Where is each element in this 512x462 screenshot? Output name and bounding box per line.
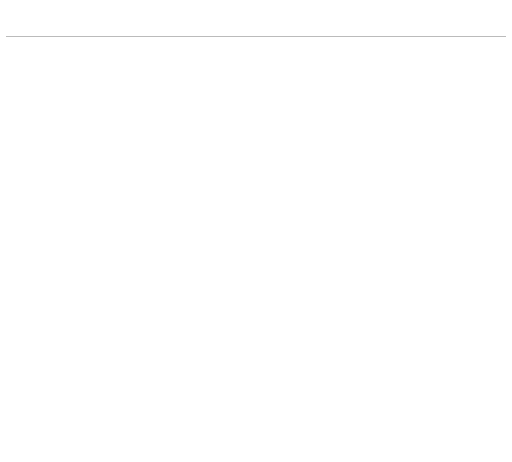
article-line [6,145,506,171]
article-line [6,171,506,197]
article-line [6,67,506,93]
article-headline [6,4,506,37]
article-line [6,379,506,405]
article-line [6,119,506,145]
article-body [6,41,506,457]
article-line [6,249,506,275]
article-line [6,93,506,119]
article-line [6,327,506,353]
article-line [6,41,506,67]
article-line [6,353,506,379]
article-line [6,223,506,249]
article-line [6,197,506,223]
article-line [6,301,506,327]
article-line [6,405,506,431]
article-line-last [6,431,506,457]
article-line [6,275,506,301]
